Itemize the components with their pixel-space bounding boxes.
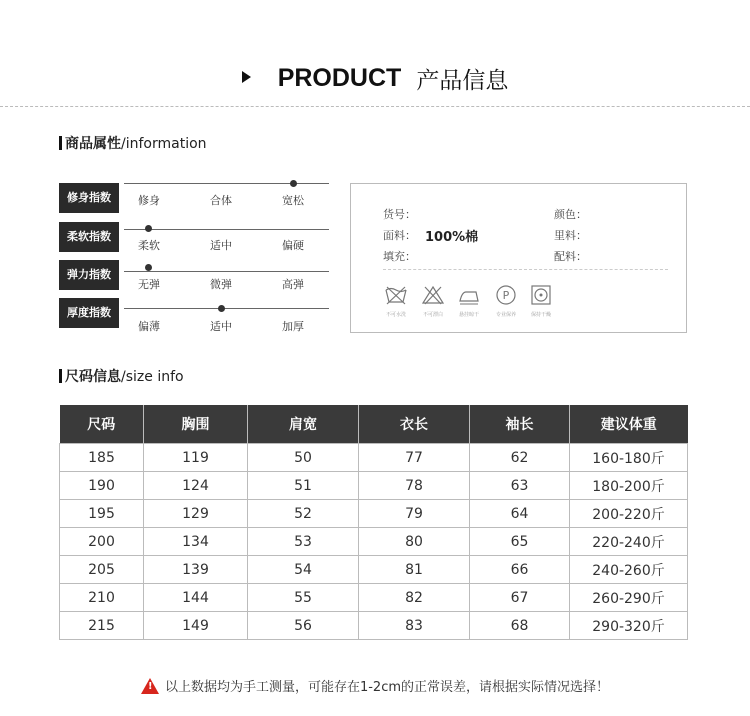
- attributes-title-en: /information: [121, 136, 207, 152]
- attr-option: 宽松: [282, 194, 304, 207]
- table-header-row: [60, 405, 688, 444]
- table-cell: 185: [60, 444, 144, 472]
- attr-option: 适中: [210, 320, 232, 333]
- svg-text:P: P: [502, 289, 510, 302]
- attr-option: 偏硬: [282, 239, 304, 252]
- table-cell: 67: [470, 584, 570, 612]
- measurement-notice: [0, 676, 750, 695]
- attr-scale-line: [124, 308, 329, 309]
- table-cell: 205: [60, 556, 144, 584]
- size-title-cn: 尺码信息: [65, 369, 121, 385]
- table-cell: 77: [359, 444, 470, 472]
- table-cell: 53: [248, 528, 359, 556]
- table-cell: 55: [248, 584, 359, 612]
- attr-label: 弹力指数: [59, 260, 119, 290]
- table-header: 肩宽: [248, 405, 359, 444]
- table-cell: 290-320斤: [570, 612, 688, 640]
- table-cell: 134: [144, 528, 248, 556]
- attributes-section-title: [59, 136, 207, 152]
- item-no-label: 货号：: [383, 208, 416, 221]
- filling-label: 填充：: [383, 250, 416, 263]
- attributes-title-cn: 商品属性: [65, 136, 121, 152]
- table-cell: 119: [144, 444, 248, 472]
- attr-option: 修身: [138, 194, 160, 207]
- color-label: 颜色：: [554, 208, 587, 221]
- size-table: [59, 405, 688, 640]
- table-cell: 68: [470, 612, 570, 640]
- table-header: 建议体重: [570, 405, 688, 444]
- size-title-en: /size info: [121, 369, 184, 385]
- attr-option: 微弹: [210, 278, 232, 291]
- table-row: [60, 528, 688, 556]
- table-cell: 200-220斤: [570, 500, 688, 528]
- care-caption: 不可漂白: [422, 312, 443, 318]
- header-title-en: PRODUCT: [277, 64, 402, 92]
- fabric-label: 面料：: [383, 229, 416, 242]
- table-cell: 139: [144, 556, 248, 584]
- table-row: [60, 500, 688, 528]
- table-cell: 81: [359, 556, 470, 584]
- table-cell: 83: [359, 612, 470, 640]
- attr-label: 厚度指数: [59, 298, 119, 328]
- attr-label: 柔软指数: [59, 222, 119, 252]
- product-info-box: [350, 183, 687, 333]
- table-cell: 144: [144, 584, 248, 612]
- attr-option: 柔软: [138, 239, 160, 252]
- table-cell: 79: [359, 500, 470, 528]
- no-bleach-icon: [421, 284, 445, 306]
- table-cell: 65: [470, 528, 570, 556]
- table-cell: 78: [359, 472, 470, 500]
- attr-option: 加厚: [282, 320, 304, 333]
- notice-text: 以上数据均为手工测量，可能存在1-2cm的正常误差，请根据实际情况选择！: [164, 680, 610, 695]
- table-cell: 52: [248, 500, 359, 528]
- attr-scale-line: [124, 271, 329, 272]
- attr-option: 偏薄: [138, 320, 160, 333]
- attr-option: 无弹: [138, 278, 160, 291]
- table-cell: 54: [248, 556, 359, 584]
- table-cell: 195: [60, 500, 144, 528]
- section-bar-icon: [59, 369, 62, 383]
- table-cell: 215: [60, 612, 144, 640]
- table-row: [60, 472, 688, 500]
- table-cell: 56: [248, 612, 359, 640]
- fabric-value: 100%棉: [425, 230, 479, 245]
- attr-option: 适中: [210, 239, 232, 252]
- attr-selected-dot: [145, 225, 152, 232]
- table-cell: 80: [359, 528, 470, 556]
- care-caption: 不可水洗: [385, 312, 406, 318]
- header-divider: [0, 106, 750, 107]
- table-cell: 220-240斤: [570, 528, 688, 556]
- attr-scale-line: [124, 229, 329, 230]
- size-section-title: [59, 369, 184, 385]
- table-row: [60, 584, 688, 612]
- table-header: 尺码: [60, 405, 144, 444]
- header-title-cn: 产品信息: [416, 68, 509, 94]
- table-cell: 160-180斤: [570, 444, 688, 472]
- table-cell: 260-290斤: [570, 584, 688, 612]
- attr-scale-line: [124, 183, 329, 184]
- table-cell: 62: [470, 444, 570, 472]
- attr-label: 修身指数: [59, 183, 119, 213]
- attr-selected-dot: [290, 180, 297, 187]
- table-cell: 124: [144, 472, 248, 500]
- table-cell: 129: [144, 500, 248, 528]
- table-header: 衣长: [359, 405, 470, 444]
- table-header: 胸围: [144, 405, 248, 444]
- accessory-label: 配料：: [554, 250, 587, 263]
- table-row: [60, 444, 688, 472]
- table-cell: 51: [248, 472, 359, 500]
- attr-option: 高弹: [282, 278, 304, 291]
- table-cell: 50: [248, 444, 359, 472]
- table-cell: 82: [359, 584, 470, 612]
- iron-icon: [457, 284, 481, 306]
- table-cell: 210: [60, 584, 144, 612]
- table-cell: 64: [470, 500, 570, 528]
- care-caption: 专业保养: [495, 312, 516, 318]
- lining-label: 里料：: [554, 229, 587, 242]
- care-caption: 保持干燥: [530, 312, 551, 318]
- attr-option: 合体: [210, 194, 232, 207]
- table-cell: 63: [470, 472, 570, 500]
- table-cell: 66: [470, 556, 570, 584]
- info-divider: [383, 269, 668, 270]
- section-bar-icon: [59, 136, 62, 150]
- table-row: [60, 612, 688, 640]
- table-cell: 180-200斤: [570, 472, 688, 500]
- attr-selected-dot: [218, 305, 225, 312]
- table-cell: 240-260斤: [570, 556, 688, 584]
- table-row: [60, 556, 688, 584]
- warning-icon: !: [141, 678, 159, 694]
- play-arrow-icon: [242, 71, 251, 83]
- care-caption: 悬挂晾干: [458, 312, 479, 318]
- table-cell: 200: [60, 528, 144, 556]
- professional-care-icon: [494, 284, 518, 306]
- page-header: [0, 62, 750, 95]
- table-cell: 149: [144, 612, 248, 640]
- table-cell: 190: [60, 472, 144, 500]
- table-header: 袖长: [470, 405, 570, 444]
- attr-selected-dot: [145, 264, 152, 271]
- no-wash-icon: [384, 284, 408, 306]
- tumble-dry-icon: [529, 284, 553, 306]
